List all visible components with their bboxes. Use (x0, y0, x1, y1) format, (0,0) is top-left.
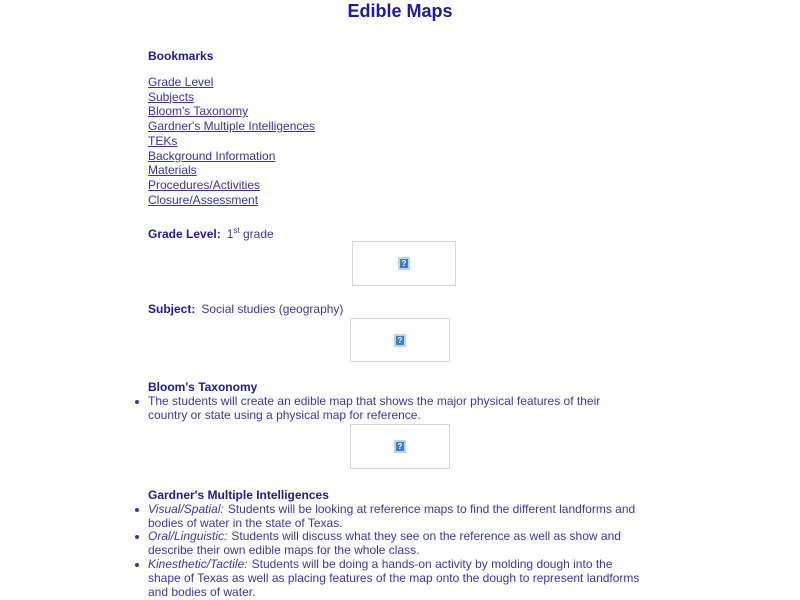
broken-image-icon: ? (394, 334, 406, 347)
grade-level-line (148, 227, 274, 241)
list-item (133, 530, 645, 558)
gardner-section (133, 489, 645, 599)
broken-image-icon: ? (394, 440, 406, 453)
bookmark-link-grade-level[interactable]: Grade Level (148, 75, 214, 89)
bookmark-link-materials[interactable]: Materials (148, 163, 197, 178)
image-placeholder (350, 424, 450, 469)
blooms-section (133, 381, 638, 422)
gardner-bullet-kinesthetic-tactile: Kinesthetic/Tactile: Students will be doing a hands-on activity by molding dough into the shape of Texas as well as placing features of the map onto the dough to represent landforms and bodies of water. (148, 556, 640, 599)
gardner-bullet-visual-spatial: Visual/Spatial: Students will be looking at reference maps to find the different landforms and bodies of water in the state of Texas. (148, 501, 636, 530)
bookmarks-heading: Bookmarks (148, 49, 214, 63)
image-placeholder (350, 318, 450, 362)
bullet-icon (135, 508, 139, 512)
gardner-bullet-oral-linguistic: Oral/Linguistic: Students will discuss what they see on the reference as well as show and describe their own edible maps for the whole class. (148, 529, 621, 558)
list-item (133, 503, 645, 531)
blooms-bullet-text: The students will create an edible map that shows the major physical features of their country or state using a physical map for reference. (148, 393, 601, 422)
broken-image-icon: ? (398, 257, 410, 270)
bookmark-link-gardners-multiple-intelligences[interactable]: Gardner's Multiple Intelligences (148, 119, 316, 134)
bookmark-link-background-information[interactable]: Background Information (148, 148, 276, 163)
bookmark-link-closure-assessment[interactable]: Closure/Assessment (148, 192, 259, 207)
grade-level-label: Grade Level: (148, 227, 221, 241)
bookmark-link-teks[interactable]: TEKs (148, 133, 178, 148)
bullet-icon (135, 535, 139, 539)
page-title: Edible Maps (347, 1, 453, 21)
bullet-icon (135, 563, 139, 567)
bookmarks-nav (148, 75, 315, 207)
subject-value: Social studies (geography) (201, 302, 344, 316)
subject-line (148, 302, 343, 316)
bookmark-link-subjects[interactable]: Subjects (148, 89, 195, 104)
list-item (133, 395, 638, 423)
bookmark-link-procedures-activities[interactable]: Procedures/Activities (148, 177, 261, 192)
gardner-heading: Gardner's Multiple Intelligences (148, 488, 329, 502)
bookmark-link-blooms-taxonomy[interactable]: Bloom's Taxonomy (148, 104, 249, 119)
image-placeholder (352, 241, 456, 286)
bullet-icon (135, 400, 139, 404)
list-item (133, 558, 645, 599)
grade-level-value: 1st grade (226, 226, 274, 241)
blooms-heading: Bloom's Taxonomy (148, 380, 258, 394)
subject-label: Subject: (148, 302, 196, 316)
